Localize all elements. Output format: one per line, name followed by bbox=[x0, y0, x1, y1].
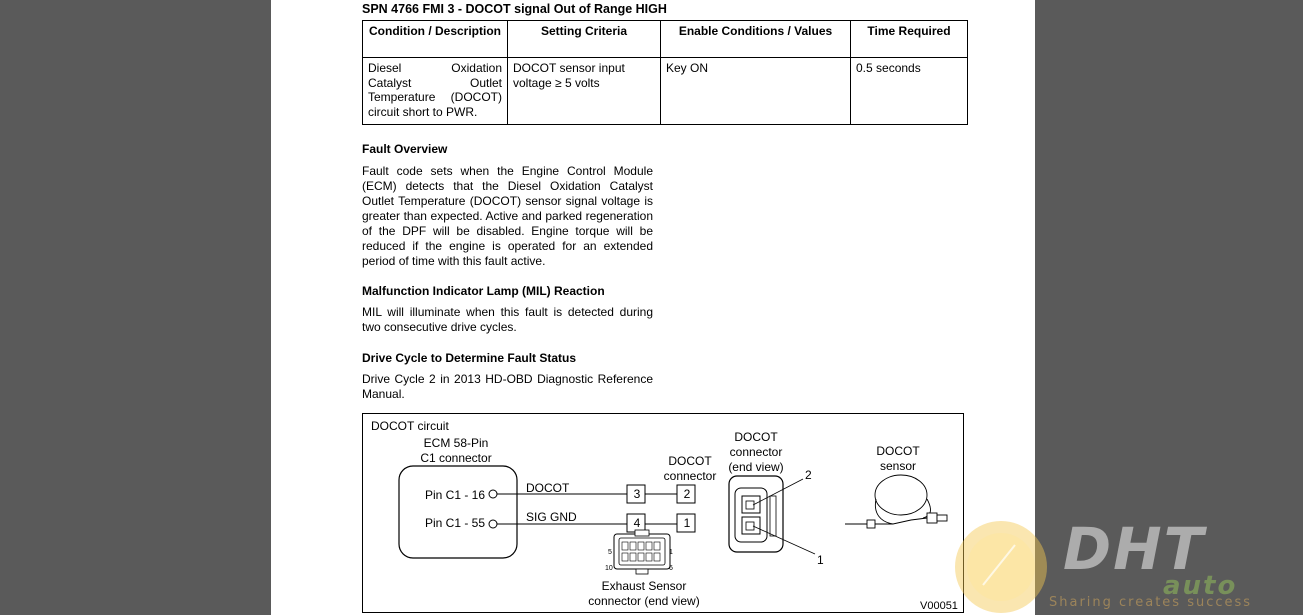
docot-connector-label-line: connector bbox=[663, 469, 717, 483]
docot-connector-end-view-icon bbox=[729, 476, 815, 554]
page-heading: SPN 4766 FMI 3 - DOCOT signal Out of Range HIGH bbox=[362, 2, 667, 16]
end-view-label-line: (end view) bbox=[728, 460, 784, 474]
end-view-label-line: DOCOT bbox=[734, 430, 778, 444]
pin-number-10: 10 bbox=[605, 565, 613, 572]
table-header: Time Required bbox=[851, 21, 968, 58]
pin-4-label: 4 bbox=[633, 516, 641, 530]
pin-16-terminal bbox=[489, 490, 497, 498]
table-header: Setting Criteria bbox=[508, 21, 661, 58]
table-cell: Key ON bbox=[661, 58, 851, 125]
fault-overview-text: Fault code sets when the Engine Control Module (ECM) detects that the Diesel Oxidation Catalyst Outlet Temperature (DOCOT) sensor signal voltage is greater than expected. Active and parked regeneration of the DPF will be disabled. Engine torque will be reduced if the engine is operated for an extended period of time with this fault active. bbox=[362, 164, 653, 268]
mil-text: MIL will illuminate when this fault is detected during two consecutive drive cycles. bbox=[362, 305, 653, 334]
ecm-connector-box bbox=[399, 466, 517, 558]
watermark-brand: DHT bbox=[1063, 515, 1206, 583]
circuit-diagram bbox=[362, 413, 964, 613]
table-header: Condition / Description bbox=[363, 21, 508, 58]
end-view-label-line: connector bbox=[729, 445, 783, 459]
pin-number-6: 6 bbox=[669, 565, 673, 572]
ecm-label bbox=[401, 436, 511, 466]
exhaust-connector-label bbox=[579, 579, 709, 609]
exhaust-label-line: connector (end view) bbox=[588, 594, 700, 608]
table-cell: DOCOT sensor input voltage ≥ 5 volts bbox=[508, 58, 661, 125]
fault-overview-title: Fault Overview bbox=[362, 142, 448, 156]
pin-16-label: Pin C1 - 16 bbox=[425, 488, 486, 502]
watermark-brand-2: auto bbox=[1163, 571, 1238, 601]
table-cell: 0.5 seconds bbox=[851, 58, 968, 125]
sensor-label-line: sensor bbox=[879, 459, 917, 473]
table-cell: Diesel Oxidation Catalyst Outlet Temperature (DOCOT) circuit short to PWR. bbox=[363, 58, 508, 125]
diagram-title: DOCOT circuit bbox=[371, 419, 449, 433]
pin-number-1: 1 bbox=[669, 549, 673, 556]
callout-2: 2 bbox=[805, 468, 812, 482]
pin-55-label: Pin C1 - 55 bbox=[425, 516, 486, 530]
table-row bbox=[363, 58, 968, 125]
watermark-slogan: Sharing creates success bbox=[1049, 595, 1253, 610]
drive-cycle-text: Drive Cycle 2 in 2013 HD-OBD Diagnostic Reference Manual. bbox=[362, 372, 653, 401]
figure-id: V00051 bbox=[920, 600, 958, 612]
ecm-label-line: ECM 58-Pin bbox=[423, 436, 489, 450]
pin-number-5: 5 bbox=[608, 549, 612, 556]
docot-wire-label: DOCOT bbox=[526, 481, 570, 495]
pin-55-terminal bbox=[489, 520, 497, 528]
end-view-label bbox=[721, 430, 791, 475]
exhaust-label-line: Exhaust Sensor bbox=[601, 579, 687, 593]
sensor-label-line: DOCOT bbox=[876, 444, 920, 458]
pin-1-label: 1 bbox=[683, 516, 691, 530]
ecm-label-line: C1 connector bbox=[420, 451, 492, 465]
pin-2-label: 2 bbox=[683, 487, 691, 501]
document-page bbox=[271, 0, 1035, 615]
docot-sensor-label bbox=[868, 444, 928, 474]
docot-connector-label-line: DOCOT bbox=[668, 454, 712, 468]
table-header-row bbox=[363, 21, 968, 58]
docot-connector-label bbox=[660, 454, 720, 484]
sig-gnd-wire-label: SIG GND bbox=[526, 510, 577, 524]
callout-1: 1 bbox=[817, 553, 824, 567]
table-header: Enable Conditions / Values bbox=[661, 21, 851, 58]
docot-sensor-icon bbox=[845, 475, 947, 528]
exhaust-connector-icon bbox=[614, 530, 670, 574]
mil-title: Malfunction Indicator Lamp (MIL) Reaction bbox=[362, 284, 605, 298]
pin-3-label: 3 bbox=[633, 487, 641, 501]
watermark bbox=[953, 515, 1303, 615]
drive-cycle-title: Drive Cycle to Determine Fault Status bbox=[362, 351, 577, 365]
criteria-table bbox=[362, 20, 968, 125]
